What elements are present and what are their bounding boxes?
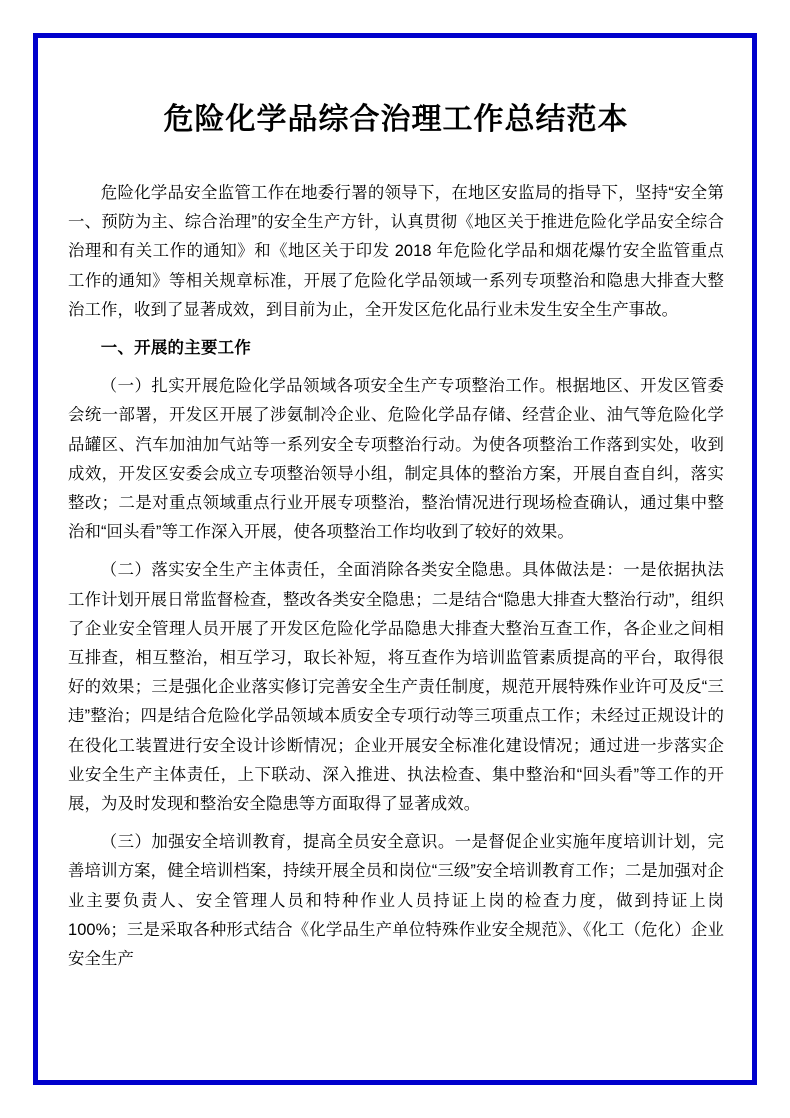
document-content: [68, 100, 724, 974]
intro-paragraph: 危险化学品安全监管工作在地委行署的领导下，在地区安监局的指导下，坚持“安全第一、预防为主、综合治理”的安全生产方针，认真贯彻《地区关于推进危险化学品安全综合治理和有关工作的通知》和《地区关于印发 2018 年危险化学品和烟花爆竹安全监管重点工作的通知》等相关规章标准，开展了危险化学品领域一系列专项整治和隐患大排查大整治工作，收到了显著成效，到目前为止，全开发区危化品行业未发生安全生产事故。: [68, 184, 724, 319]
subsection-three-paragraph: （三）加强安全培训教育，提高全员安全意识。一是督促企业实施年度培训计划，完善培训方案，健全培训档案，持续开展全员和岗位“三级”安全培训教育工作；二是加强对企业主要负责人、安全管理人员和特种作业人员持证上岗的检查力度，做到持证上岗 100%；三是采取各种形式结合《化学品生产单位特殊作业安全规范》、《化工（危化）企业安全生产: [68, 833, 724, 969]
page-title: 危险化学品综合治理工作总结范本: [163, 103, 629, 136]
subsection-one-paragraph: （一）扎实开展危险化学品领域各项安全生产专项整治工作。根据地区、开发区管委会统一部署，开发区开展了涉氨制冷企业、危险化学品存储、经营企业、油气等危险化学品罐区、汽车加油加气站等一系列安全专项整治行动。为使各项整治工作落到实处，收到成效，开发区安委会成立专项整治领导小组，制定具体的整治方案，开展自查自纠，落实整改；二是对重点领域重点行业开展专项整治，整治情况进行现场检查确认，通过集中整治和“回头看”等工作深入开展，使各项整治工作均收到了较好的效果。: [68, 377, 724, 542]
subsection-two-paragraph: （二）落实安全生产主体责任，全面消除各类安全隐患。具体做法是：一是依据执法工作计划开展日常监督检查，整改各类安全隐患；二是结合“隐患大排查大整治行动”，组织了企业安全管理人员开展了开发区危险化学品隐患大排查大整治互查工作，各企业之间相互排查，相互整治，相互学习，取长补短，将互查作为培训监管素质提高的平台，取得很好的效果；三是强化企业落实修订完善安全生产责任制度，规范开展特殊作业许可及反“三违”整治；四是结合危险化学品领域本质安全专项行动等三项重点工作；未经过正规设计的在役化工装置进行安全设计诊断情况；企业开展安全标准化建设情况；通过进一步落实企业安全生产主体责任，上下联动、深入推进、执法检查、集中整治和“回头看”等工作的开展，为及时发现和整治安全隐患等方面取得了显著成效。: [68, 561, 724, 814]
section-heading-main-work: 一、开展的主要工作: [100, 339, 252, 358]
